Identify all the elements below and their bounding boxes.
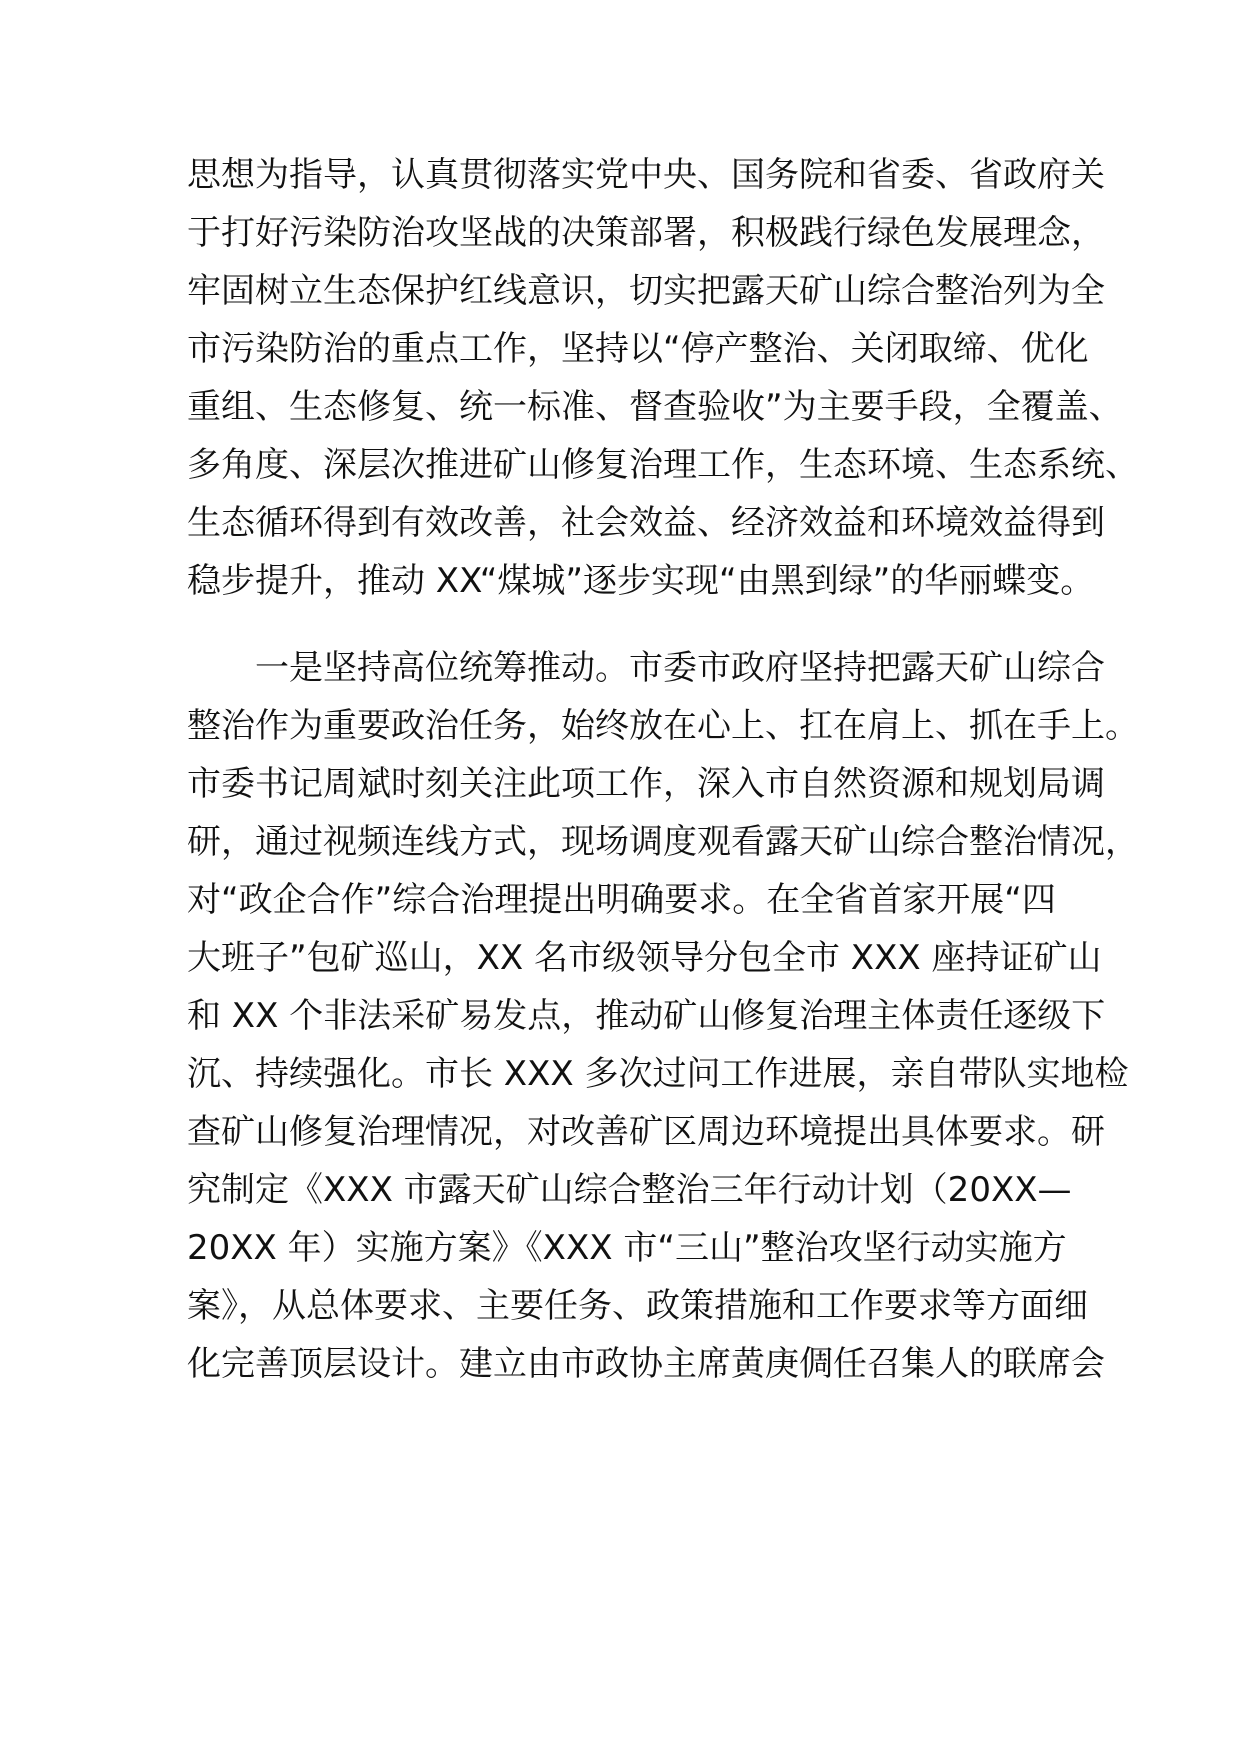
paragraph-2-line-3: 市委书记周斌时刻关注此项工作，深入市自然资源和规划局调 <box>187 764 1105 804</box>
paragraph-2-line-11: 20XX 年）实施方案》《XXX 市“三山”整治攻坚行动实施方 <box>187 1228 1067 1268</box>
paragraph-2-line-1: 一是坚持高位统筹推动。市委市政府坚持把露天矿山综合 <box>255 648 1105 688</box>
paragraph-1-line-3: 牢固树立生态保护红线意识，切实把露天矿山综合整治列为全 <box>187 271 1105 311</box>
paragraph-2-line-6: 大班子”包矿巡山，XX 名市级领导分包全市 XXX 座持证矿山 <box>187 938 1102 978</box>
paragraph-1-line-5: 重组、生态修复、统一标准、督查验收”为主要手段，全覆盖、 <box>187 387 1123 427</box>
paragraph-1-line-1: 思想为指导，认真贯彻落实党中央、国务院和省委、省政府关 <box>187 155 1105 195</box>
paragraph-2-line-13: 化完善顶层设计。建立由市政协主席黄庚倜任召集人的联席会 <box>187 1344 1105 1384</box>
paragraph-2-line-5: 对“政企合作”综合治理提出明确要求。在全省首家开展“四 <box>187 880 1056 920</box>
paragraph-1-line-4: 市污染防治的重点工作，坚持以“停产整治、关闭取缔、优化 <box>187 329 1089 369</box>
paragraph-1-line-8: 稳步提升，推动 XX“煤城”逐步实现“由黑到绿”的华丽蝶变。 <box>187 561 1095 601</box>
paragraph-2-line-8: 沉、持续强化。市长 XXX 多次过问工作进展，亲自带队实地检 <box>187 1054 1129 1094</box>
paragraph-1-line-2: 于打好污染防治攻坚战的决策部署，积极践行绿色发展理念， <box>187 213 1105 253</box>
paragraph-1-line-7: 生态循环得到有效改善，社会效益、经济效益和环境效益得到 <box>187 503 1105 543</box>
paragraph-2-line-4: 研，通过视频连线方式，现场调度观看露天矿山综合整治情况， <box>187 822 1139 862</box>
paragraph-2-line-7: 和 XX 个非法采矿易发点，推动矿山修复治理主体责任逐级下 <box>187 996 1106 1036</box>
paragraph-2-line-12: 案》，从总体要求、主要任务、政策措施和工作要求等方面细 <box>187 1286 1088 1326</box>
paragraph-2-line-10: 究制定《XXX 市露天矿山综合整治三年行动计划（20XX— <box>187 1170 1072 1210</box>
paragraph-1-line-6: 多角度、深层次推进矿山修复治理工作，生态环境、生态系统、 <box>187 445 1139 485</box>
paragraph-2-line-9: 查矿山修复治理情况，对改善矿区周边环境提出具体要求。研 <box>187 1112 1105 1152</box>
paragraph-2-line-2: 整治作为重要政治任务，始终放在心上、扛在肩上、抓在手上。 <box>187 706 1139 746</box>
